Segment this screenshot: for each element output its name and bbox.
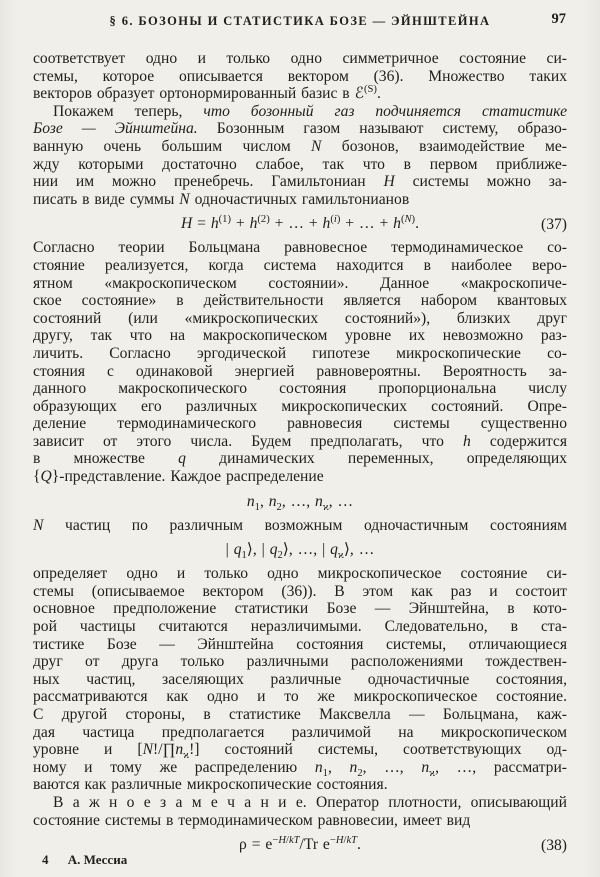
text-line: состояний (или «микроскопических состояний»), близких друг <box>33 309 567 327</box>
page-header <box>0 0 600 42</box>
formula: $n_1$, $n_2$, …, $n_ϰ$, … <box>246 492 354 513</box>
text-line: векторов образует ортонормированный базис в ℰ$^{(S)}$. <box>33 84 381 103</box>
text-line: стояния с одинаковой энергией равновероятны. Вероятность за- <box>33 362 567 380</box>
text-line: писать в виде суммы N одночастичных гамильтонианов <box>33 190 410 208</box>
text-line: другу, так что на макроскопическом уровне их невозможно раз- <box>33 327 567 345</box>
text-line: нии им можно пренебречь. Гамильтониан H системы можно за- <box>33 173 567 191</box>
text-line: дая частица предполагается различимой на микроскопическом <box>33 723 567 741</box>
text-line: зависит от этого числа. Будем предполагать, что h содержится <box>33 432 568 450</box>
text-line: рассматриваются как одно и то же микроскопическое состояние. <box>33 688 567 706</box>
text-line: ному и тому же распределению $n_1$, $n_2$, …, $n_ϰ$, …, рассматри- <box>33 758 568 779</box>
text-line: Покажем теперь, что бозонный газ подчиняется статистике <box>53 102 567 120</box>
paragraph <box>33 103 567 209</box>
text-line: стояние реализуется, когда система находится в наиболее веро- <box>33 256 567 274</box>
paragraph <box>33 239 567 485</box>
page-number: 97 <box>551 11 566 27</box>
text-line: жду которыми достаточно слабое, так что в первом приближе- <box>33 155 567 173</box>
formula-row <box>33 540 567 560</box>
text-line: образующих его различных микроскопических состояний. Опре- <box>33 397 567 415</box>
paragraph <box>33 794 567 829</box>
formula: $H = h^{(1)} + h^{(2)}$ + … + $h^{(i)}$ + … + $h^{(N)}$. <box>181 214 419 233</box>
paragraph <box>33 565 567 794</box>
text-line: состояние системы в термодинамическом равновесии, имеет вид <box>33 811 471 829</box>
text-line: ванную очень большим числом N бозонов, взаимодействие ме- <box>33 137 567 155</box>
text-line: N частиц по различным возможным одночастичным состояниям <box>33 516 567 534</box>
paragraph <box>33 50 567 103</box>
formula-row <box>33 492 567 512</box>
page-footer <box>42 852 127 868</box>
text-line: ваются как различные микроскопические состояния. <box>33 776 388 794</box>
text-line: в множестве q динамических переменных, определяющих <box>33 450 567 468</box>
text-line: ское состояние» в действительности является набором квантовых <box>33 292 567 310</box>
equation-number: (38) <box>541 837 567 855</box>
text-line: В а ж н о е з а м е ч а н и е. Оператор плотности, описывающий <box>53 793 567 811</box>
page-body <box>0 42 600 855</box>
text-line: стемы, которое описывается вектором (36). Множество таких <box>33 67 567 85</box>
formula: $\rho = e^{-H/kT}/Tr$ $e^{-H/kT}$. <box>239 834 361 854</box>
text-line: личить. Согласно эргодической гипотезе микроскопические со- <box>33 344 567 362</box>
text-line: тистике Бозе — Эйнштейна состояния системы, отличающиеся <box>33 635 567 653</box>
paragraph <box>33 517 567 535</box>
text-line: друг от друга только различными расположениями тождествен- <box>33 653 567 671</box>
text-line: {Q}-представление. Каждое распределение <box>33 468 324 486</box>
section-title: § 6. БОЗОНЫ И СТАТИСТИКА БОЗЕ — ЭЙНШТЕЙНА <box>109 14 491 28</box>
text-line: уровне и $[N!/\prod n_ϰ!]$ состояний системы, соответствующих од- <box>33 741 568 762</box>
text-line: ятном «макроскопическом состоянии». Данное «макроскопиче- <box>33 274 567 292</box>
author-name: А. Мессиа <box>67 852 128 867</box>
equation-number: (37) <box>541 216 567 234</box>
formula: | $q_1⟩$, | $q_2⟩$, …, | $q_ϰ⟩$, … <box>225 541 375 562</box>
text-line: деление термодинамического равновесия системы существенно <box>33 415 567 433</box>
signature-number: 4 <box>42 852 49 867</box>
text-line: определяет одно и только одно микроскопическое состояние си- <box>33 565 567 583</box>
text-line: ных частиц, заселяющих различные одночастичные состояния, <box>33 670 567 688</box>
text-line: соответствует одно и только одно симметричное состояние си- <box>33 50 567 67</box>
text-line: Согласно теории Больцмана равновесное термодинамическое со- <box>33 239 567 257</box>
text-line: рой частицы считаются неразличимыми. Следовательно, в ста- <box>33 618 567 636</box>
text-line: данного макроскопического состояния пропорциональна числу <box>33 380 567 398</box>
text-line: основное предположение статистики Бозе — Эйнштейна, в кото- <box>33 600 567 618</box>
text-line: С другой стороны, в статистике Максвелла — Больцмана, каж- <box>33 706 567 723</box>
text-line: Бозе — Эйнштейна. Бозонным газом называют систему, образо- <box>33 120 567 138</box>
formula-row <box>33 214 567 234</box>
text-line: стемы (описываемое вектором (36)). В этом как раз и состоит <box>33 582 567 600</box>
